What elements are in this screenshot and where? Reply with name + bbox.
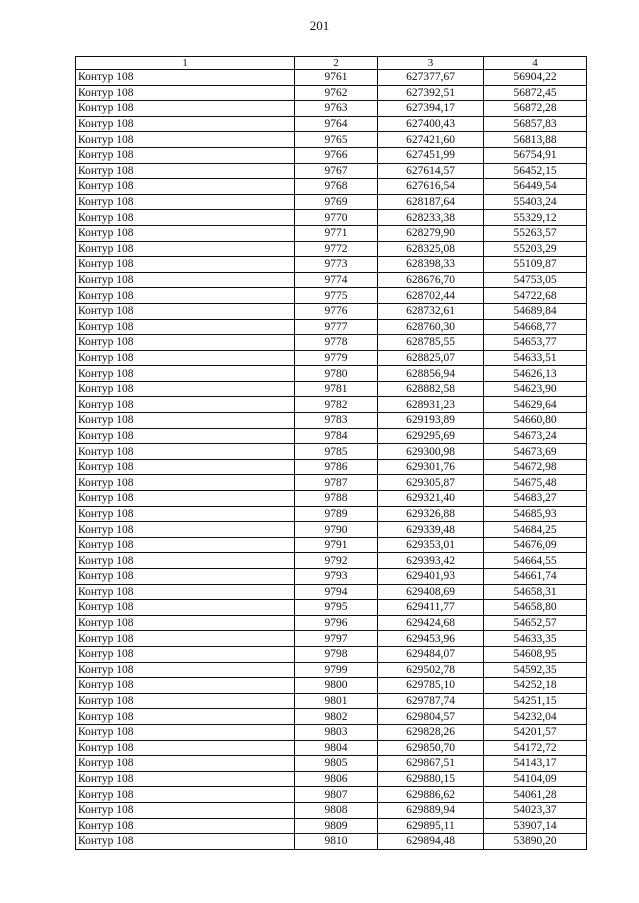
point-number-cell: 9765 [295,132,378,148]
table-row [76,132,587,148]
contour-cell: Контур 108 [76,491,295,507]
contour-cell: Контур 108 [76,553,295,569]
point-number-cell: 9768 [295,179,378,195]
header-cell-1: 1 [76,57,295,70]
point-number-cell: 9779 [295,350,378,366]
contour-cell: Контур 108 [76,350,295,366]
contour-cell: Контур 108 [76,615,295,631]
x-coordinate-cell: 628732,61 [378,303,484,319]
point-number-cell: 9804 [295,740,378,756]
point-number-cell: 9767 [295,163,378,179]
point-number-cell: 9773 [295,257,378,273]
point-number-cell: 9796 [295,615,378,631]
contour-cell: Контур 108 [76,163,295,179]
point-number-cell: 9806 [295,771,378,787]
point-number-cell: 9794 [295,584,378,600]
table-row [76,584,587,600]
x-coordinate-cell: 628882,58 [378,381,484,397]
point-number-cell: 9792 [295,553,378,569]
x-coordinate-cell: 628825,07 [378,350,484,366]
table-row [76,428,587,444]
x-coordinate-cell: 627377,67 [378,70,484,86]
table-row [76,397,587,413]
y-coordinate-cell: 54684,25 [484,522,587,538]
table-header [76,57,587,70]
contour-cell: Контур 108 [76,303,295,319]
y-coordinate-cell: 55403,24 [484,194,587,210]
contour-cell: Контур 108 [76,210,295,226]
contour-cell: Контур 108 [76,319,295,335]
contour-cell: Контур 108 [76,740,295,756]
table-row [76,147,587,163]
x-coordinate-cell: 629193,89 [378,413,484,429]
contour-cell: Контур 108 [76,459,295,475]
point-number-cell: 9772 [295,241,378,257]
point-number-cell: 9800 [295,678,378,694]
point-number-cell: 9810 [295,834,378,850]
point-number-cell: 9790 [295,522,378,538]
table-row [76,350,587,366]
header-cell-3: 3 [378,57,484,70]
table-row [76,70,587,86]
y-coordinate-cell: 54661,74 [484,569,587,585]
table-row [76,225,587,241]
table-row [76,771,587,787]
y-coordinate-cell: 54664,55 [484,553,587,569]
contour-cell: Контур 108 [76,662,295,678]
contour-cell: Контур 108 [76,678,295,694]
table-row [76,818,587,834]
x-coordinate-cell: 629321,40 [378,491,484,507]
y-coordinate-cell: 54753,05 [484,272,587,288]
x-coordinate-cell: 629339,48 [378,522,484,538]
table-row [76,662,587,678]
point-number-cell: 9776 [295,303,378,319]
x-coordinate-cell: 628785,55 [378,335,484,351]
contour-cell: Контур 108 [76,834,295,850]
table-row [76,491,587,507]
table-row [76,522,587,538]
point-number-cell: 9787 [295,475,378,491]
contour-cell: Контур 108 [76,522,295,538]
contour-cell: Контур 108 [76,646,295,662]
contour-cell: Контур 108 [76,802,295,818]
contour-cell: Контур 108 [76,506,295,522]
x-coordinate-cell: 628325,08 [378,241,484,257]
x-coordinate-cell: 629393,42 [378,553,484,569]
y-coordinate-cell: 54252,18 [484,678,587,694]
y-coordinate-cell: 56813,88 [484,132,587,148]
table-row [76,303,587,319]
y-coordinate-cell: 54143,17 [484,756,587,772]
contour-cell: Контур 108 [76,116,295,132]
y-coordinate-cell: 54685,93 [484,506,587,522]
contour-cell: Контур 108 [76,225,295,241]
contour-cell: Контур 108 [76,709,295,725]
table-row [76,678,587,694]
table-row [76,101,587,117]
page-number: 201 [309,18,330,33]
y-coordinate-cell: 54653,77 [484,335,587,351]
table-row [76,194,587,210]
contour-cell: Контур 108 [76,288,295,304]
y-coordinate-cell: 54023,37 [484,802,587,818]
table-row [76,257,587,273]
point-number-cell: 9771 [295,225,378,241]
point-number-cell: 9807 [295,787,378,803]
point-number-cell: 9769 [295,194,378,210]
contour-cell: Контур 108 [76,756,295,772]
point-number-cell: 9808 [295,802,378,818]
table-row [76,631,587,647]
y-coordinate-cell: 54652,57 [484,615,587,631]
x-coordinate-cell: 627451,99 [378,147,484,163]
x-coordinate-cell: 629828,26 [378,724,484,740]
y-coordinate-cell: 54061,28 [484,787,587,803]
table-row [76,615,587,631]
table-row [76,802,587,818]
table-row [76,163,587,179]
y-coordinate-cell: 54676,09 [484,537,587,553]
point-number-cell: 9780 [295,366,378,382]
y-coordinate-cell: 54683,27 [484,491,587,507]
contour-cell: Контур 108 [76,101,295,117]
x-coordinate-cell: 627421,60 [378,132,484,148]
y-coordinate-cell: 54251,15 [484,693,587,709]
x-coordinate-cell: 629502,78 [378,662,484,678]
table-row [76,756,587,772]
table-row [76,179,587,195]
table-row [76,459,587,475]
table-row [76,537,587,553]
contour-cell: Контур 108 [76,600,295,616]
x-coordinate-cell: 629785,10 [378,678,484,694]
point-number-cell: 9791 [295,537,378,553]
header-row [76,57,587,70]
x-coordinate-cell: 628187,64 [378,194,484,210]
header-cell-2: 2 [295,57,378,70]
contour-cell: Контур 108 [76,537,295,553]
point-number-cell: 9802 [295,709,378,725]
contour-cell: Контур 108 [76,132,295,148]
contour-cell: Контур 108 [76,381,295,397]
contour-cell: Контур 108 [76,569,295,585]
x-coordinate-cell: 629453,96 [378,631,484,647]
contour-cell: Контур 108 [76,194,295,210]
contour-cell: Контур 108 [76,241,295,257]
table-row [76,600,587,616]
y-coordinate-cell: 54668,77 [484,319,587,335]
contour-cell: Контур 108 [76,272,295,288]
point-number-cell: 9774 [295,272,378,288]
y-coordinate-cell: 56872,28 [484,101,587,117]
y-coordinate-cell: 54672,98 [484,459,587,475]
table-row [76,85,587,101]
y-coordinate-cell: 54172,72 [484,740,587,756]
table-row [76,724,587,740]
x-coordinate-cell: 629408,69 [378,584,484,600]
x-coordinate-cell: 629804,57 [378,709,484,725]
table-row [76,381,587,397]
contour-cell: Контур 108 [76,724,295,740]
x-coordinate-cell: 628279,90 [378,225,484,241]
x-coordinate-cell: 629295,69 [378,428,484,444]
table-row [76,116,587,132]
table-row [76,413,587,429]
point-number-cell: 9762 [295,85,378,101]
point-number-cell: 9795 [295,600,378,616]
x-coordinate-cell: 627616,54 [378,179,484,195]
point-number-cell: 9775 [295,288,378,304]
header-cell-4: 4 [484,57,587,70]
contour-cell: Контур 108 [76,413,295,429]
contour-cell: Контур 108 [76,147,295,163]
table-row [76,288,587,304]
contour-cell: Контур 108 [76,787,295,803]
x-coordinate-cell: 629401,93 [378,569,484,585]
table-row [76,475,587,491]
y-coordinate-cell: 53907,14 [484,818,587,834]
y-coordinate-cell: 54633,35 [484,631,587,647]
x-coordinate-cell: 629301,76 [378,459,484,475]
x-coordinate-cell: 629484,07 [378,646,484,662]
y-coordinate-cell: 54232,04 [484,709,587,725]
y-coordinate-cell: 54689,84 [484,303,587,319]
x-coordinate-cell: 629894,48 [378,834,484,850]
x-coordinate-cell: 629787,74 [378,693,484,709]
y-coordinate-cell: 54660,80 [484,413,587,429]
contour-cell: Контур 108 [76,818,295,834]
y-coordinate-cell: 54722,68 [484,288,587,304]
y-coordinate-cell: 54633,51 [484,350,587,366]
point-number-cell: 9798 [295,646,378,662]
x-coordinate-cell: 629326,88 [378,506,484,522]
coordinates-table [75,56,587,850]
x-coordinate-cell: 629850,70 [378,740,484,756]
x-coordinate-cell: 628931,23 [378,397,484,413]
y-coordinate-cell: 55329,12 [484,210,587,226]
contour-cell: Контур 108 [76,693,295,709]
point-number-cell: 9784 [295,428,378,444]
x-coordinate-cell: 628398,33 [378,257,484,273]
x-coordinate-cell: 628760,30 [378,319,484,335]
point-number-cell: 9805 [295,756,378,772]
x-coordinate-cell: 629411,77 [378,600,484,616]
x-coordinate-cell: 629300,98 [378,444,484,460]
point-number-cell: 9809 [295,818,378,834]
table-row [76,709,587,725]
table-row [76,787,587,803]
point-number-cell: 9763 [295,101,378,117]
x-coordinate-cell: 627394,17 [378,101,484,117]
contour-cell: Контур 108 [76,179,295,195]
table-row [76,553,587,569]
x-coordinate-cell: 629867,51 [378,756,484,772]
contour-cell: Контур 108 [76,444,295,460]
x-coordinate-cell: 628702,44 [378,288,484,304]
point-number-cell: 9788 [295,491,378,507]
x-coordinate-cell: 629305,87 [378,475,484,491]
y-coordinate-cell: 54658,80 [484,600,587,616]
y-coordinate-cell: 54626,13 [484,366,587,382]
point-number-cell: 9764 [295,116,378,132]
contour-cell: Контур 108 [76,397,295,413]
table-row [76,506,587,522]
x-coordinate-cell: 629886,62 [378,787,484,803]
contour-cell: Контур 108 [76,366,295,382]
point-number-cell: 9803 [295,724,378,740]
point-number-cell: 9797 [295,631,378,647]
x-coordinate-cell: 629895,11 [378,818,484,834]
point-number-cell: 9783 [295,413,378,429]
table-row [76,444,587,460]
contour-cell: Контур 108 [76,335,295,351]
table-row [76,834,587,850]
contour-cell: Контур 108 [76,584,295,600]
table-row [76,241,587,257]
table-row [76,319,587,335]
y-coordinate-cell: 54201,57 [484,724,587,740]
x-coordinate-cell: 629889,94 [378,802,484,818]
table-row [76,210,587,226]
table-row [76,740,587,756]
point-number-cell: 9793 [295,569,378,585]
point-number-cell: 9766 [295,147,378,163]
x-coordinate-cell: 629880,15 [378,771,484,787]
y-coordinate-cell: 54629,64 [484,397,587,413]
x-coordinate-cell: 629424,68 [378,615,484,631]
y-coordinate-cell: 54673,24 [484,428,587,444]
y-coordinate-cell: 56754,91 [484,147,587,163]
y-coordinate-cell: 56857,83 [484,116,587,132]
contour-cell: Контур 108 [76,475,295,491]
point-number-cell: 9761 [295,70,378,86]
y-coordinate-cell: 56449,54 [484,179,587,195]
y-coordinate-cell: 54658,31 [484,584,587,600]
table-row [76,646,587,662]
x-coordinate-cell: 629353,01 [378,537,484,553]
point-number-cell: 9801 [295,693,378,709]
x-coordinate-cell: 628233,38 [378,210,484,226]
x-coordinate-cell: 627400,43 [378,116,484,132]
y-coordinate-cell: 54673,69 [484,444,587,460]
y-coordinate-cell: 53890,20 [484,834,587,850]
contour-cell: Контур 108 [76,631,295,647]
x-coordinate-cell: 627392,51 [378,85,484,101]
y-coordinate-cell: 56872,45 [484,85,587,101]
point-number-cell: 9782 [295,397,378,413]
table-row [76,569,587,585]
point-number-cell: 9785 [295,444,378,460]
y-coordinate-cell: 55109,87 [484,257,587,273]
table-row [76,366,587,382]
y-coordinate-cell: 54608,95 [484,646,587,662]
point-number-cell: 9777 [295,319,378,335]
y-coordinate-cell: 54104,09 [484,771,587,787]
contour-cell: Контур 108 [76,85,295,101]
contour-cell: Контур 108 [76,428,295,444]
table-row [76,335,587,351]
table-row [76,693,587,709]
point-number-cell: 9789 [295,506,378,522]
y-coordinate-cell: 54623,90 [484,381,587,397]
contour-cell: Контур 108 [76,70,295,86]
y-coordinate-cell: 54592,35 [484,662,587,678]
y-coordinate-cell: 56904,22 [484,70,587,86]
contour-cell: Контур 108 [76,771,295,787]
point-number-cell: 9778 [295,335,378,351]
contour-cell: Контур 108 [76,257,295,273]
point-number-cell: 9781 [295,381,378,397]
table-row [76,272,587,288]
y-coordinate-cell: 55203,29 [484,241,587,257]
y-coordinate-cell: 56452,15 [484,163,587,179]
x-coordinate-cell: 628676,70 [378,272,484,288]
table-body [76,70,587,850]
y-coordinate-cell: 54675,48 [484,475,587,491]
point-number-cell: 9786 [295,459,378,475]
y-coordinate-cell: 55263,57 [484,225,587,241]
x-coordinate-cell: 628856,94 [378,366,484,382]
x-coordinate-cell: 627614,57 [378,163,484,179]
point-number-cell: 9799 [295,662,378,678]
point-number-cell: 9770 [295,210,378,226]
